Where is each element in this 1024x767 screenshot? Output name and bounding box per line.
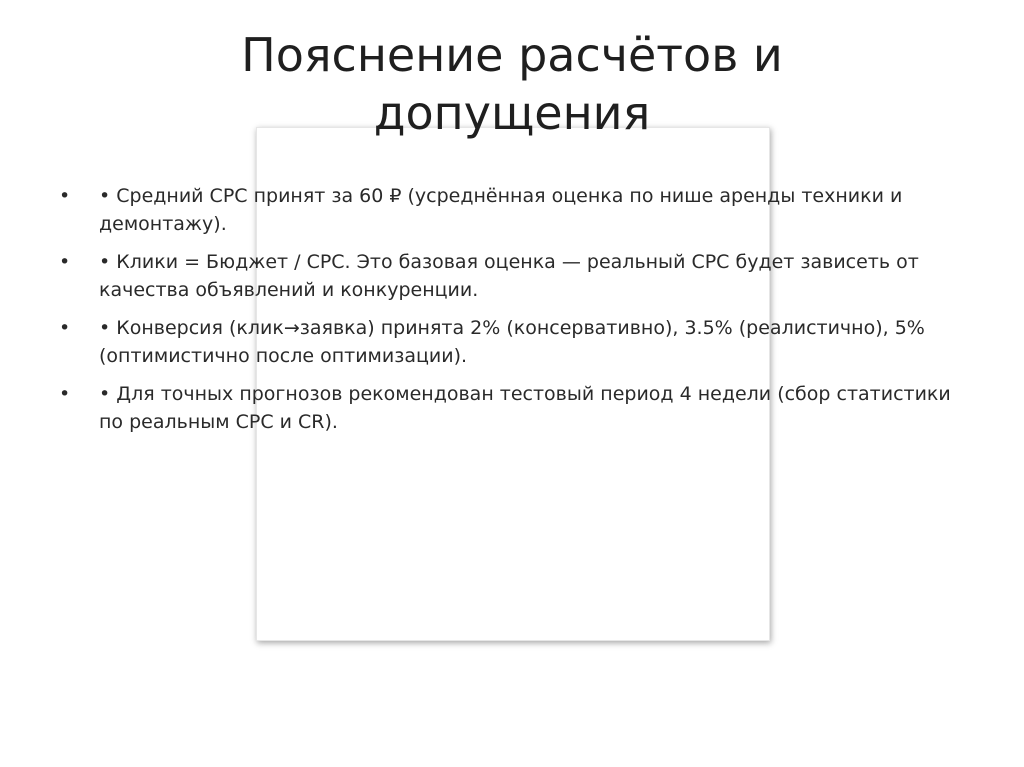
bullet-text: • Клики = Бюджет / CPC. Это базовая оценка — реальный CPC будет зависеть от качества объявлений и конкуренции. — [99, 251, 919, 301]
bullet-item-test-period — [50, 380, 980, 436]
bullet-item-clicks — [50, 248, 980, 304]
bullet-list — [50, 182, 980, 446]
bullet-marker: • — [59, 185, 71, 207]
bullet-item-cpc — [50, 182, 980, 238]
bullet-text: • Конверсия (клик→заявка) принята 2% (консервативно), 3.5% (реалистично), 5% (оптимистично после оптимизации). — [99, 317, 925, 367]
bullet-marker: • — [59, 251, 71, 273]
bullet-marker: • — [59, 317, 71, 339]
bullet-text: • Для точных прогнозов рекомендован тестовый период 4 недели (сбор статистики по реальным CPC и CR). — [99, 383, 951, 433]
bullet-marker: • — [59, 383, 71, 405]
slide-title: Пояснение расчётов и допущения — [241, 28, 783, 140]
bullet-text: • Средний CPC принят за 60 ₽ (усреднённая оценка по нише аренды техники и демонтажу). — [99, 185, 903, 235]
bullet-item-conversion — [50, 314, 980, 370]
